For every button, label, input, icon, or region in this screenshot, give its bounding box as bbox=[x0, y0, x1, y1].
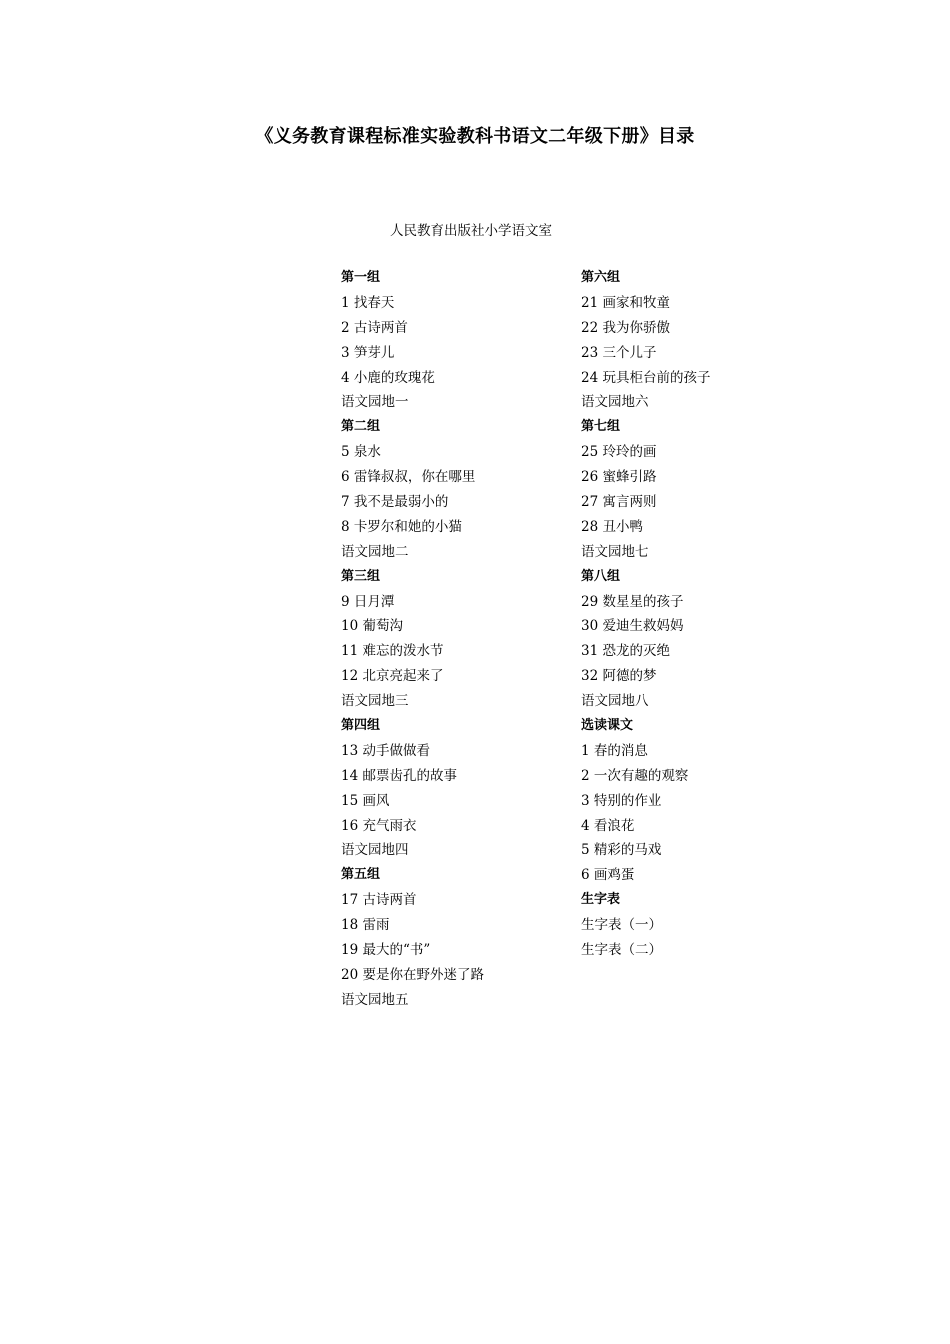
toc-group-heading: 第一组 bbox=[341, 270, 381, 285]
toc-entry: 语文园地五 bbox=[341, 991, 409, 1008]
toc-entry: 语文园地二 bbox=[341, 543, 409, 560]
toc-group-heading: 第四组 bbox=[341, 718, 381, 734]
toc-group-heading: 第七组 bbox=[581, 419, 621, 435]
toc-entry: 26 蜜蜂引路 bbox=[581, 469, 657, 486]
toc-entry: 语文园地四 bbox=[341, 842, 409, 859]
toc-entry: 13 动手做做看 bbox=[341, 742, 430, 759]
toc-entry: 9 日月潭 bbox=[341, 593, 395, 610]
toc-entry: 5 精彩的马戏 bbox=[581, 842, 662, 859]
toc-entry: 11 难忘的泼水节 bbox=[341, 643, 444, 660]
toc-entry: 1 春的消息 bbox=[581, 742, 648, 759]
toc-entry: 27 寓言两则 bbox=[581, 494, 657, 511]
toc-entry: 17 古诗两首 bbox=[341, 892, 417, 909]
publisher-subtitle: 人民教育出版社小学语文室 bbox=[390, 223, 552, 239]
toc-entry: 8 卡罗尔和她的小猫 bbox=[341, 518, 462, 535]
toc-entry: 4 小鹿的玫瑰花 bbox=[341, 369, 435, 386]
toc-entry: 24 玩具柜台前的孩子 bbox=[581, 369, 711, 386]
toc-entry: 15 画风 bbox=[341, 792, 390, 809]
toc-entry: 2 一次有趣的观察 bbox=[581, 767, 689, 784]
toc-group-heading: 选读课文 bbox=[581, 718, 634, 734]
toc-entry: 语文园地三 bbox=[341, 693, 409, 710]
toc-left-column bbox=[341, 266, 561, 1013]
toc-entry: 29 数星星的孩子 bbox=[581, 593, 684, 610]
toc-group-heading: 第五组 bbox=[341, 867, 381, 883]
toc-group-heading: 第三组 bbox=[341, 568, 381, 584]
toc-group-heading: 第二组 bbox=[341, 419, 381, 435]
toc-group-heading: 生字表 bbox=[581, 892, 621, 908]
toc-entry: 1 找春天 bbox=[341, 294, 395, 311]
toc-entry: 18 雷雨 bbox=[341, 917, 390, 934]
toc-entry: 14 邮票齿孔的故事 bbox=[341, 767, 457, 784]
toc-entry: 生字表（二） bbox=[581, 942, 662, 959]
toc-entry: 语文园地六 bbox=[581, 394, 649, 411]
toc-group-heading: 第六组 bbox=[581, 270, 621, 285]
toc-entry: 23 三个儿子 bbox=[581, 344, 657, 361]
toc-entry: 生字表（一） bbox=[581, 917, 662, 934]
toc-entry: 5 泉水 bbox=[341, 444, 381, 461]
toc-entry: 12 北京亮起来了 bbox=[341, 668, 444, 685]
toc-entry: 32 阿德的梦 bbox=[581, 668, 657, 685]
toc-entry: 语文园地八 bbox=[581, 693, 649, 710]
toc-entry: 2 古诗两首 bbox=[341, 319, 408, 336]
toc-entry: 3 笋芽儿 bbox=[341, 344, 395, 361]
toc-entry: 3 特别的作业 bbox=[581, 792, 662, 809]
toc-entry: 10 葡萄沟 bbox=[341, 618, 403, 635]
toc-entry: 20 要是你在野外迷了路 bbox=[341, 966, 484, 983]
toc-entry: 语文园地七 bbox=[581, 543, 649, 560]
toc-entry: 语文园地一 bbox=[341, 394, 409, 411]
toc-right-column bbox=[581, 266, 801, 963]
toc-entry: 6 雷锋叔叔，你在哪里 bbox=[341, 469, 476, 486]
toc-entry: 22 我为你骄傲 bbox=[581, 319, 670, 336]
toc-entry: 16 充气雨衣 bbox=[341, 817, 417, 834]
toc-entry: 25 玲玲的画 bbox=[581, 444, 657, 461]
toc-entry: 4 看浪花 bbox=[581, 817, 635, 834]
toc-entry: 19 最大的“书” bbox=[341, 942, 431, 959]
toc-entry: 21 画家和牧童 bbox=[581, 294, 670, 311]
toc-entry: 7 我不是最弱小的 bbox=[341, 494, 449, 511]
toc-entry: 6 画鸡蛋 bbox=[581, 867, 635, 884]
toc-entry: 28 丑小鸭 bbox=[581, 518, 643, 535]
toc-entry: 30 爱迪生救妈妈 bbox=[581, 618, 684, 635]
toc-entry: 31 恐龙的灭绝 bbox=[581, 643, 670, 660]
page-title: 《义务教育课程标准实验教科书语文二年级下册》目录 bbox=[255, 126, 695, 147]
toc-group-heading: 第八组 bbox=[581, 568, 621, 584]
